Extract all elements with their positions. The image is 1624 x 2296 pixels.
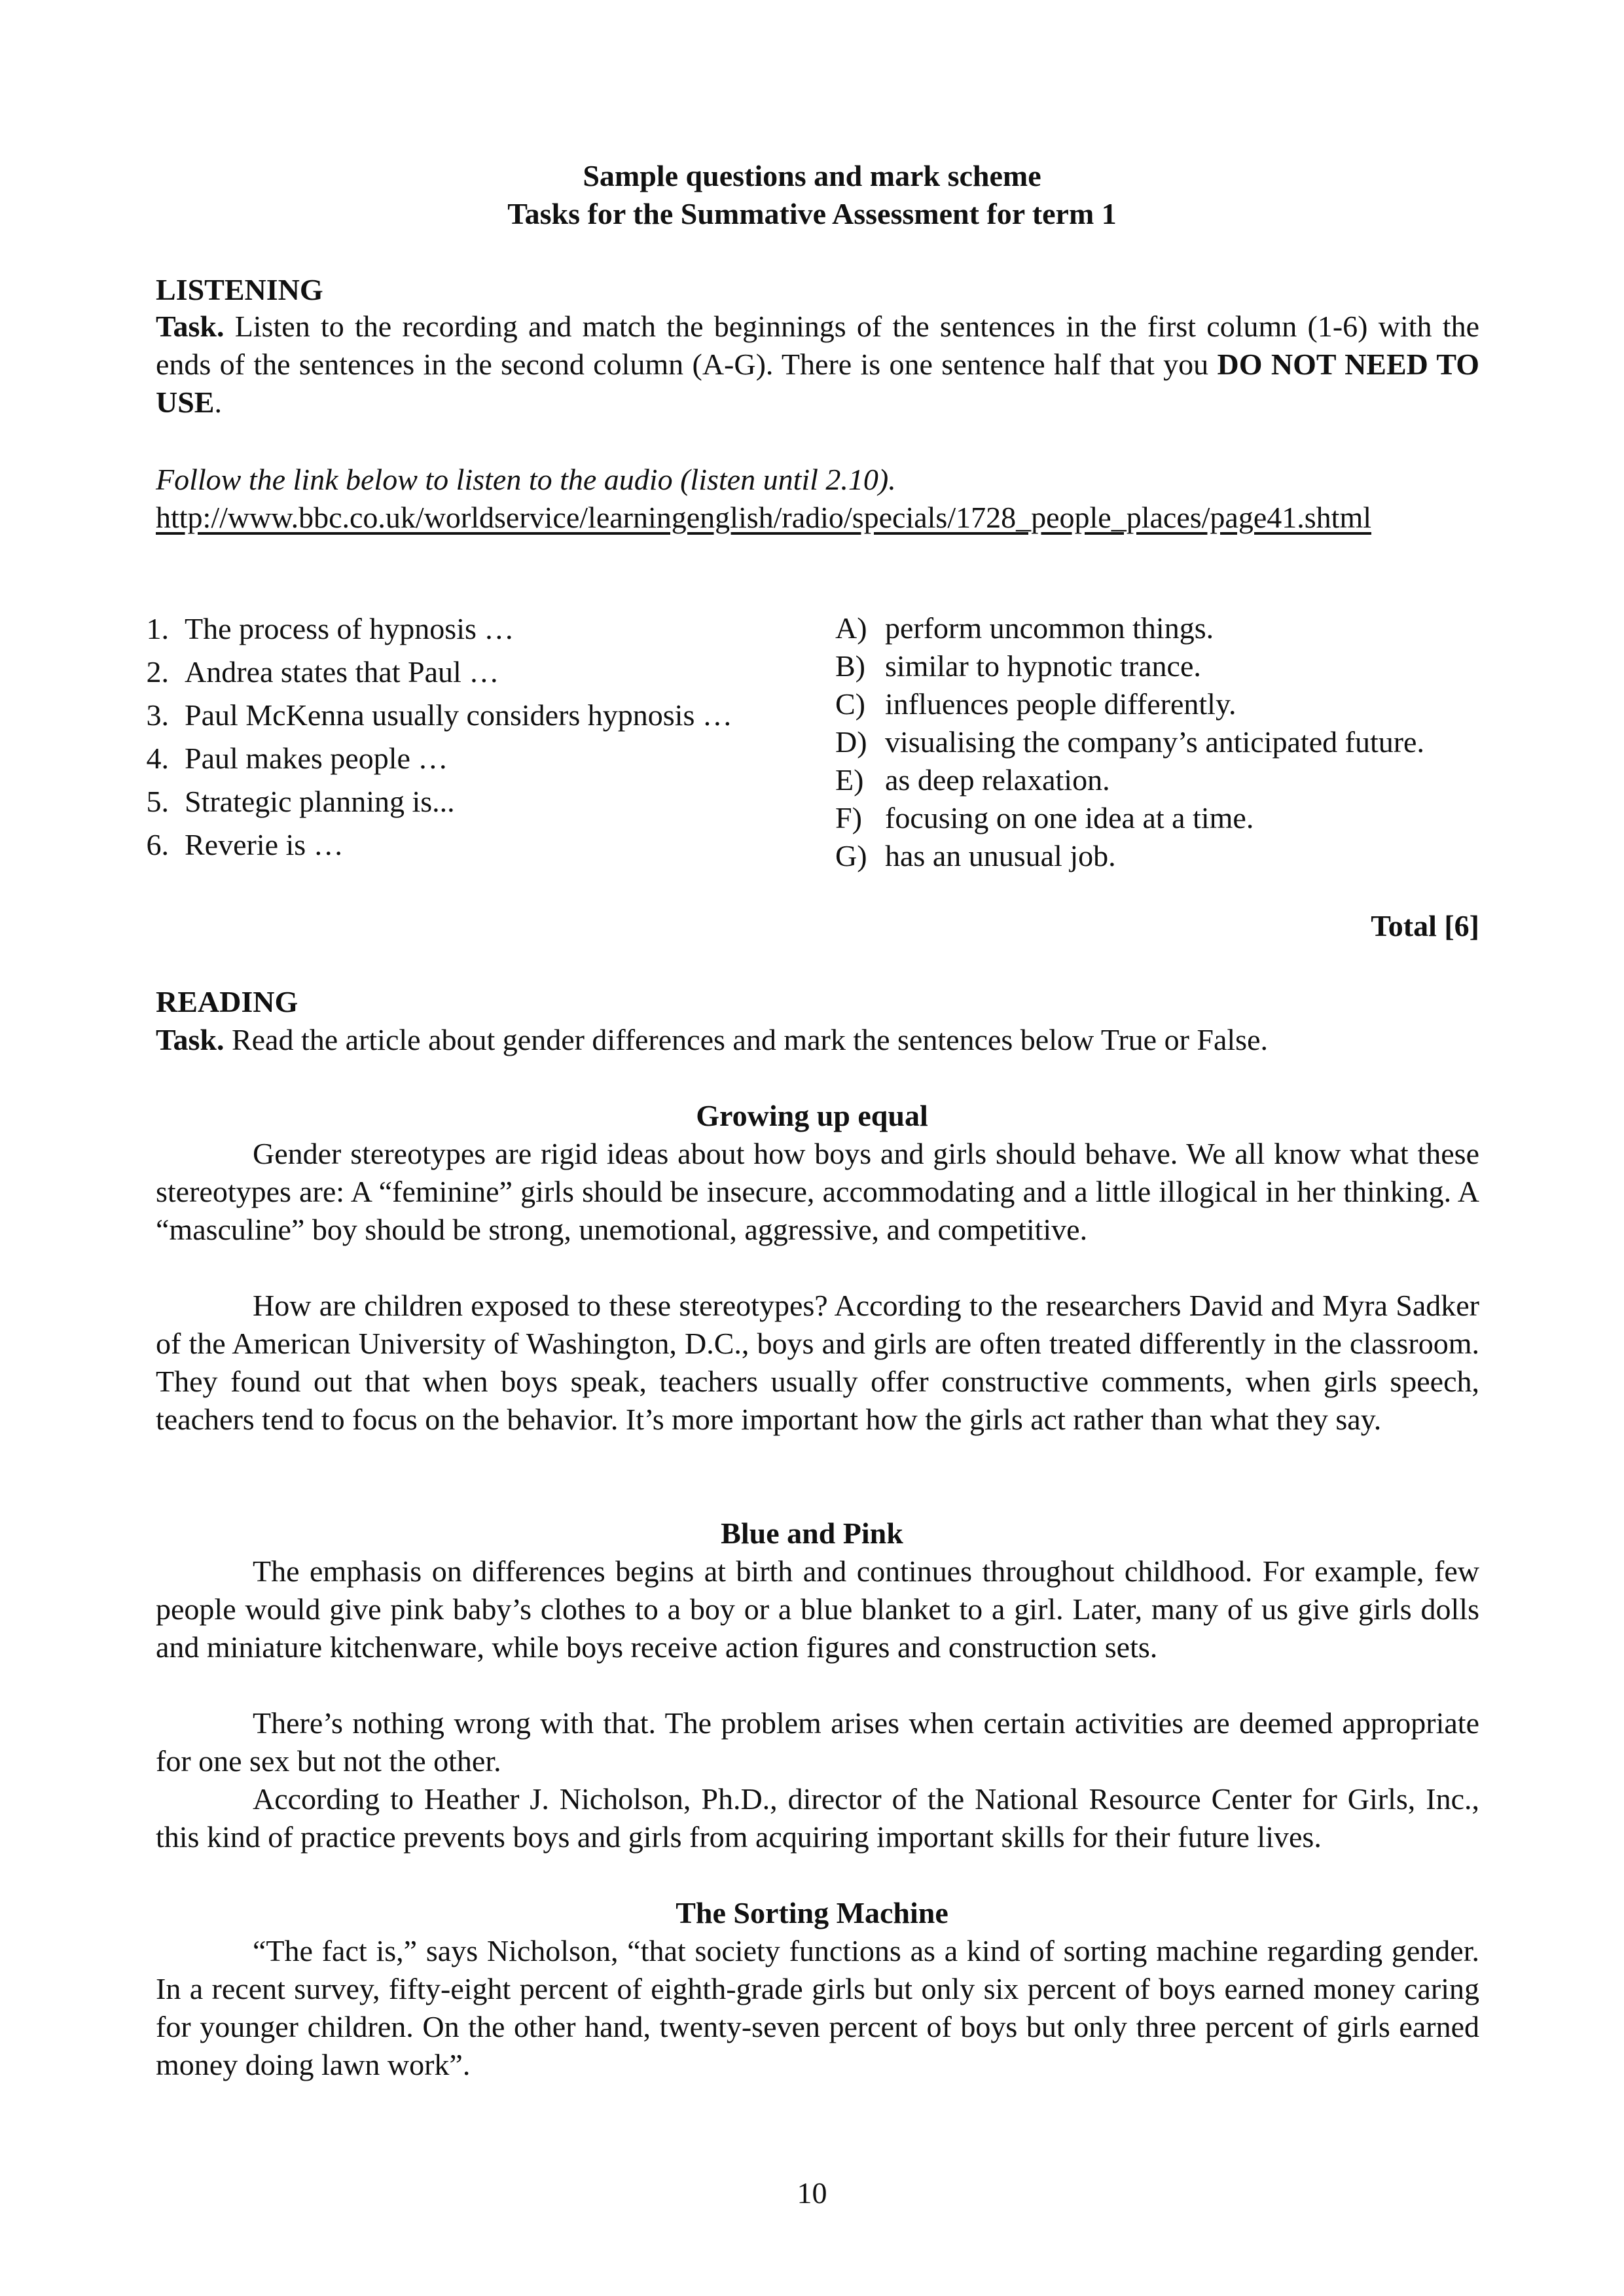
item-letter: D) — [835, 725, 867, 759]
sentence-endings-list — [835, 609, 1490, 875]
list-item — [131, 823, 818, 867]
item-text: similar to hypnotic trance. — [885, 649, 1201, 683]
list-item — [835, 647, 1490, 685]
item-number: 3. — [146, 698, 169, 732]
list-item — [835, 723, 1490, 761]
item-letter: E) — [835, 763, 864, 797]
item-text: perform uncommon things. — [885, 611, 1214, 645]
listening-instructions: Follow the link below to listen to the audio (listen until 2.10). — [156, 463, 896, 496]
item-letter: B) — [835, 649, 865, 683]
item-text: Strategic planning is... — [185, 785, 455, 818]
section-title: Growing up equal — [696, 1099, 928, 1132]
listening-total: Total [6] — [1371, 909, 1479, 942]
article-paragraph: Gender stereotypes are rigid ideas about how boys and girls should behave. We all know what these stereotypes are: A “feminine” girls should be insecure, accommodating and a little illogical in her thinking. A “masculine” boy should be strong, unemotional, aggressive, and competitive. — [156, 1137, 1479, 1246]
item-letter: A) — [835, 611, 867, 645]
listening-task-text: Listen to the recording and match the beginnings of the sentences in the first column (1-6) with the ends of the sentences in the second column (A-G). There is one sentence half that you — [156, 310, 1479, 381]
item-text: as deep relaxation. — [885, 763, 1110, 797]
list-item — [835, 799, 1490, 837]
list-item — [835, 761, 1490, 799]
article-paragraph: According to Heather J. Nicholson, Ph.D., director of the National Resource Center for Girls, Inc., this kind of practice prevents boys and girls from acquiring important skills for their future lives. — [156, 1782, 1479, 1854]
document-subtitle: Tasks for the Summative Assessment for term 1 — [507, 197, 1117, 230]
item-text: influences people differently. — [885, 687, 1236, 721]
item-text: Reverie is … — [185, 828, 344, 861]
reading-heading: READING — [156, 985, 298, 1018]
list-item — [131, 607, 818, 651]
list-item — [131, 694, 818, 737]
list-item — [835, 685, 1490, 723]
section-title: Blue and Pink — [721, 1516, 903, 1550]
item-letter: G) — [835, 839, 867, 872]
item-number: 1. — [146, 612, 169, 645]
article-paragraph: There’s nothing wrong with that. The problem arises when certain activities are deemed appropriate for one sex but not the other. — [156, 1706, 1479, 1778]
list-item — [835, 837, 1490, 875]
list-item — [131, 651, 818, 694]
item-letter: F) — [835, 801, 862, 834]
document-title: Sample questions and mark scheme — [583, 159, 1041, 192]
item-number: 4. — [146, 742, 169, 775]
article-paragraph: How are children exposed to these stereotypes? According to the researchers David and Myra Sadker of the American University of Washington, D.C., boys and girls are often treated differently in the classroom. They found out that when boys speak, teachers usually offer constructive comments, when girls speech, teachers tend to focus on the behavior. It’s more important how the girls act rather than what they say. — [156, 1289, 1479, 1436]
list-item — [835, 609, 1490, 647]
list-item — [131, 737, 818, 780]
item-number: 2. — [146, 655, 169, 689]
item-text: The process of hypnosis … — [185, 612, 514, 645]
article-paragraph: “The fact is,” says Nicholson, “that society functions as a kind of sorting machine regarding gender. In a recent survey, fifty-eight percent of eighth-grade girls but only six percent of boys earned money caring for younger children. On the other hand, twenty-seven percent of boys but only three percent of girls earned money doing lawn work”. — [156, 1934, 1479, 2081]
audio-link[interactable]: http://www.bbc.co.uk/worldservice/learningenglish/radio/specials/1728_people_places/page41.shtml — [156, 501, 1372, 534]
item-text: Paul makes people … — [185, 742, 448, 775]
reading-task-label: Task. — [156, 1023, 225, 1056]
item-text: Paul McKenna usually considers hypnosis … — [185, 698, 732, 732]
list-item — [131, 780, 818, 823]
item-text: Andrea states that Paul … — [185, 655, 499, 689]
item-text: has an unusual job. — [885, 839, 1116, 872]
listening-task-emphasis: DO NOT NEED TO USE — [156, 348, 1480, 419]
listening-task — [156, 308, 1479, 422]
reading-task — [156, 1021, 1479, 1059]
listening-task-end: . — [214, 386, 222, 419]
page-number: 10 — [797, 2176, 827, 2210]
reading-task-text: Read the article about gender differences and mark the sentences below True or False. — [224, 1023, 1268, 1056]
sentence-beginnings-list — [131, 607, 818, 867]
item-letter: C) — [835, 687, 865, 721]
item-number: 5. — [146, 785, 169, 818]
section-title: The Sorting Machine — [676, 1896, 948, 1929]
article-paragraph: The emphasis on differences begins at birth and continues throughout childhood. For example, few people would give pink baby’s clothes to a boy or a blue blanket to a girl. Later, many of us give girls dolls and miniature kitchenware, while boys receive action figures and construction sets. — [156, 1554, 1479, 1664]
item-number: 6. — [146, 828, 169, 861]
item-text: visualising the company’s anticipated future. — [885, 725, 1424, 759]
listening-heading: LISTENING — [156, 273, 323, 306]
listening-task-label: Task. — [156, 310, 225, 343]
item-text: focusing on one idea at a time. — [885, 801, 1254, 834]
